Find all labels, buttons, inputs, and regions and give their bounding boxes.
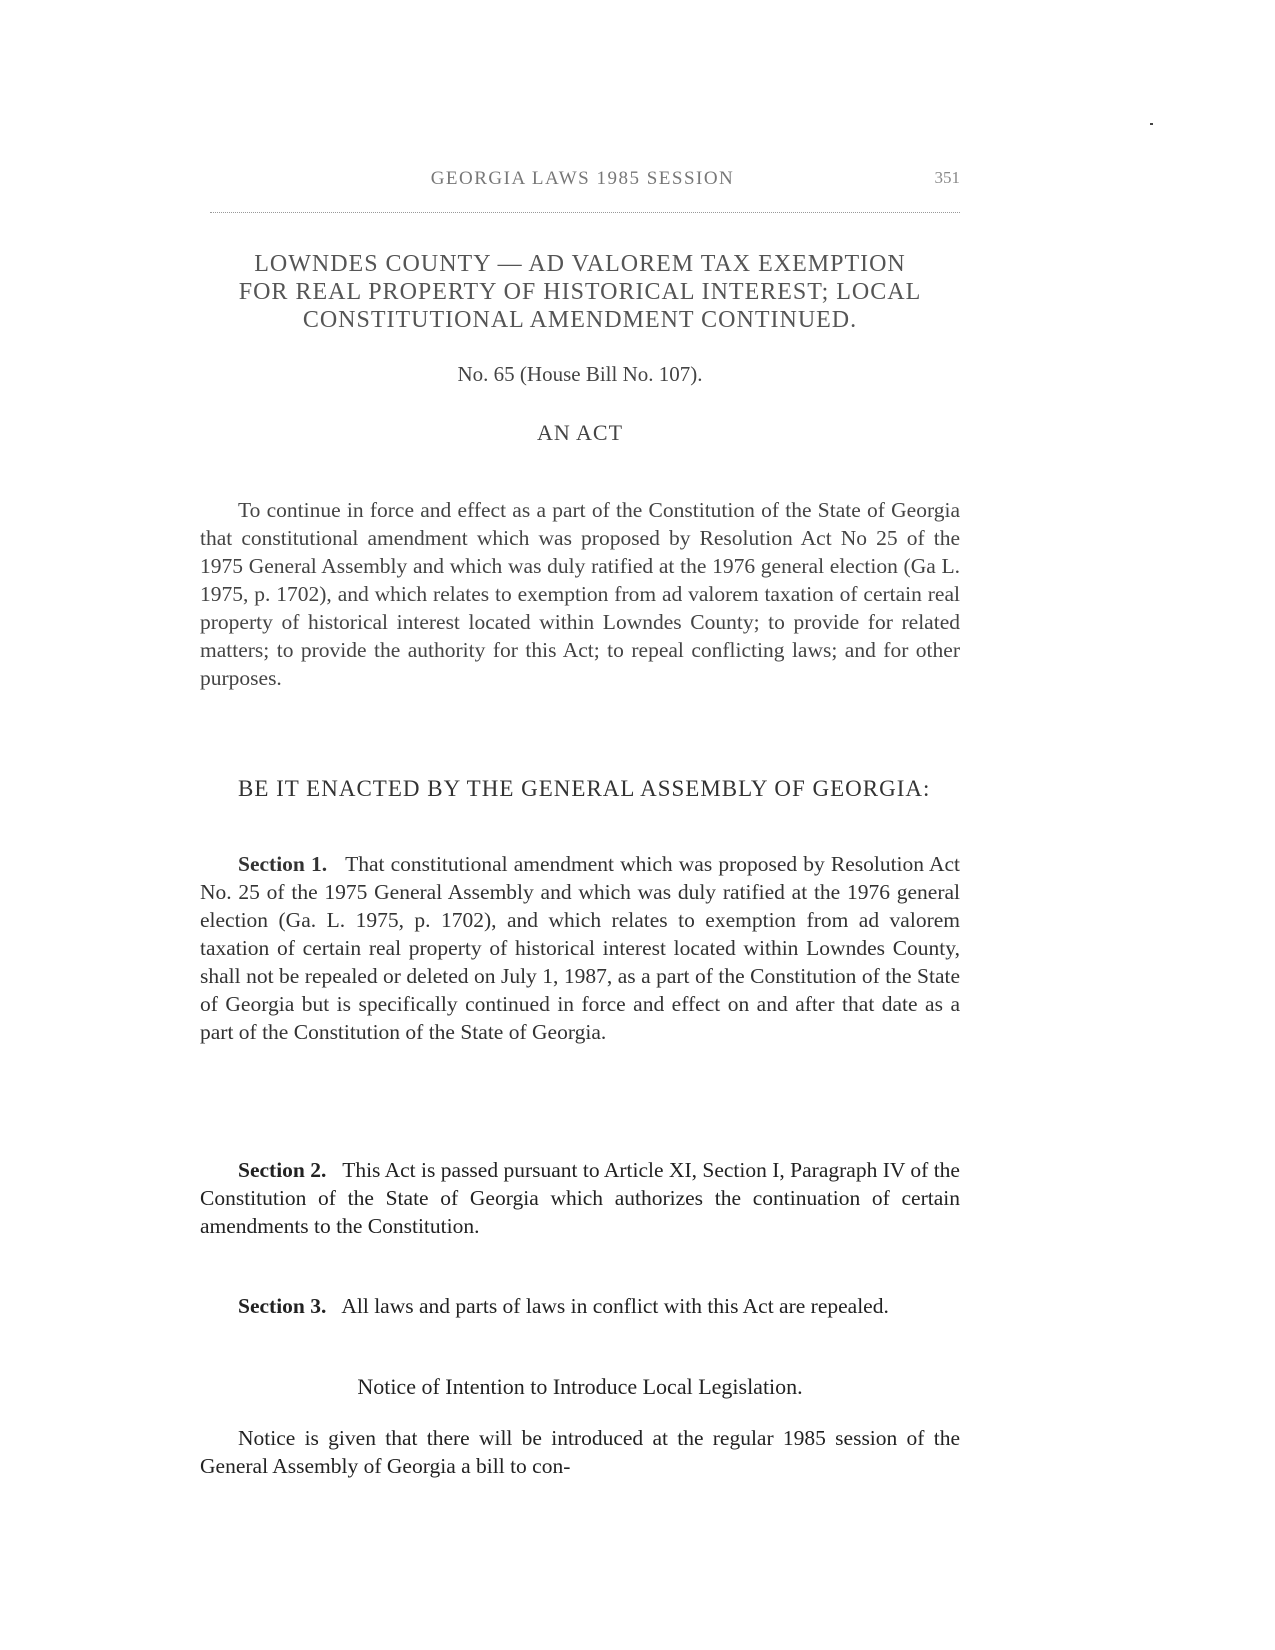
section-2-label: Section 2. (238, 1158, 327, 1182)
section-2 (200, 1156, 960, 1240)
section-1 (200, 850, 960, 1046)
notice-heading: Notice of Intention to Introduce Local Legislation. (357, 1374, 803, 1399)
title-line-1: LOWNDES COUNTY — AD VALOREM TAX EXEMPTION (254, 251, 906, 277)
section-3-text: All laws and parts of laws in conflict with this Act are repealed. (341, 1294, 889, 1318)
section-2-text: This Act is passed pursuant to Article XI, Section I, Paragraph IV of the Constitution of the State of Georgia which authorizes the continuation of certain amendments to the Constitution. (200, 1158, 960, 1238)
intro-paragraph: To continue in force and effect as a part of the Constitution of the State of Georgia that constitutional amendment which was proposed by Resolution Act No 25 of the 1975 General Assembly and which was duly ratified at the 1976 general election (Ga L. 1975, p. 1702), and which relates to exemption from ad valorem taxation of certain real property of historical interest located within Lowndes County; to provide for related matters; to provide the authority for this Act; to repeal conflicting laws; and for other purposes. (200, 498, 960, 690)
running-title: GEORGIA LAWS 1985 SESSION (430, 168, 735, 189)
title-line-2: FOR REAL PROPERTY OF HISTORICAL INTEREST; LOCAL (238, 279, 922, 305)
enacting-clause: BE IT ENACTED BY THE GENERAL ASSEMBLY OF GEORGIA: (238, 776, 931, 801)
section-1-text: That constitutional amendment which was proposed by Resolution Act No. 25 of the 1975 General Assembly and which was duly ratified at the 1976 general election (Ga. L. 1975, p. 1702), and which relates to exemption from ad valorem taxation of certain real property of historical interest located within Lowndes County, shall not be repealed or deleted on July 1, 1987, as a part of the Constitution of the State of Georgia but is specifically continued in force and effect on and after that date as a part of the Constitution of the State of Georgia. (200, 852, 960, 1044)
title-line-3: CONSTITUTIONAL AMENDMENT CONTINUED. (302, 307, 858, 333)
notice-paragraph: Notice is given that there will be introduced at the regular 1985 session of the General Assembly of Georgia a bill to con- (200, 1426, 960, 1478)
header-rule (210, 212, 960, 213)
running-header (205, 168, 960, 192)
act-title (200, 250, 960, 334)
scan-artifact (1150, 123, 1153, 125)
section-3 (200, 1292, 960, 1320)
page-number: 351 (934, 168, 960, 187)
section-1-label: Section 1. (238, 852, 328, 876)
section-3-label: Section 3. (238, 1294, 327, 1318)
bill-number: No. 65 (House Bill No. 107). (457, 362, 703, 386)
act-heading: AN ACT (536, 420, 624, 445)
